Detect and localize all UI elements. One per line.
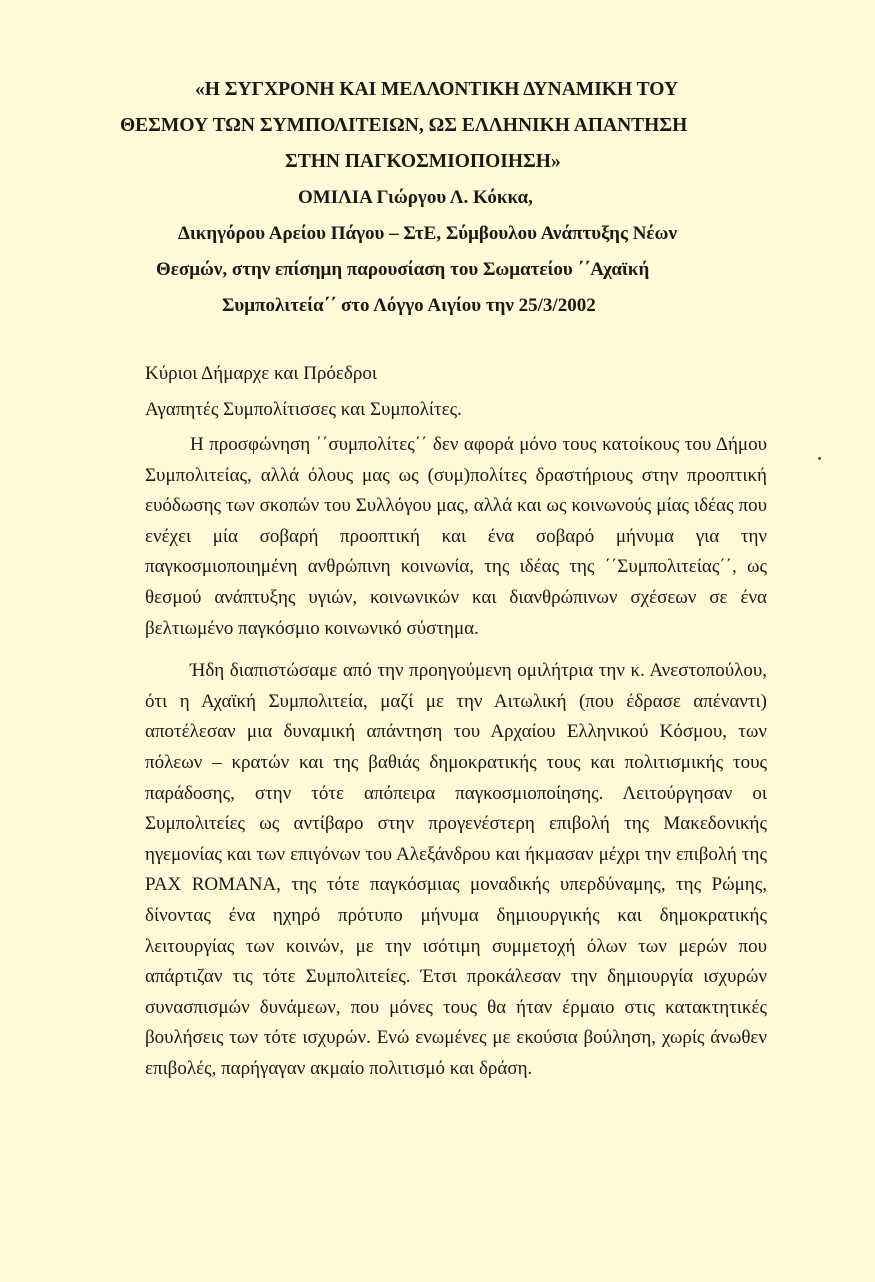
- title-line-1: «Η ΣΥΓΧΡΟΝΗ ΚΑΙ ΜΕΛΛΟΝΤΙΚΗ ΔΥΝΑΜΙΚΗ ΤΟΥ: [195, 79, 679, 100]
- speech-info: [150, 180, 750, 324]
- paragraph-2: Ήδη διαπιστώσαμε από την προηγούμενη ομιλήτρια την κ. Ανεστοπούλου, ότι η Αχαϊκή Συμπολιτεία, μαζί με την Αιτωλική (που έδρασε απέναντι) αποτέλεσαν μια δυναμική απάντηση του Αρχαίου Ελληνικού Κόσμου, των πόλεων – κρατών και της βαθιάς δημοκρατικής τους και πολιτισμικής τους παράδοσης, στην τότε απόπειρα παγκοσμιοποίησης. Λειτούργησαν οι Συμπολιτείες ως αντίβαρο στην προγενέστερη επιβολή της Μακεδονικής ηγεμονίας και των επιγόνων του Αλεξάνδρου και ήκμασαν μέχρι την επιβολή της PAX ROMANA, της τότε παγκόσμιας μοναδικής υπερδύναμης, της Ρώμης, δίνοντας ένα ηχηρό πρότυπο μήνυμα δημιουργικής και δημοκρατικής λειτουργίας των κοινών, με την ισότιμη συμμετοχή όλων των μερών που απάρτιζαν τις τότε Συμπολιτείες. Έτσι προκάλεσαν την δημιουργία ισχυρών συνασπισμών δυνάμεων, που μόνες τους θα ήταν έρμαιο στις κατακτητικές βουλήσεις των τότε ισχυρών. Ενώ ενωμένες με εκούσια βούληση, χωρίς άνωθεν επιβολές, παρήγαγαν ακμαίο πολιτισμό και δράση.: [145, 660, 767, 1079]
- speech-line-4: Συμπολιτεία΄΄ στο Λόγγο Αιγίου την 25/3/2002: [222, 295, 596, 316]
- salutation-line-2: Αγαπητές Συμπολίτισσες και Συμπολίτες.: [145, 399, 462, 420]
- paragraph-1: Η προσφώνηση ΄΄συμπολίτες΄΄ δεν αφορά μόνο τους κατοίκους του Δήμου Συμπολιτείας, αλλά όλους μας ως (συμ)πολίτες δραστήριους στην προοπτική ευόδωσης των σκοπών του Συλλόγου μας, αλλά και ως κοινωνούς μίας ιδέας που ενέχει μία σοβαρή προοπτική και ένα σοβαρό μήνυμα για την παγκοσμιοποιημένη ανθρώπινη κοινωνία, της ιδέας της ΄΄Συμπολιτείας΄΄, ως θεσμού ανάπτυξης υγιών, κοινωνικών και διανθρώπινων σχέσεων σε ένα βελτιωμένο παγκόσμιο κοινωνικό σύστημα.: [145, 434, 767, 639]
- title-line-3: ΣΤΗΝ ΠΑΓΚΟΣΜΙΟΠΟΙΗΣΗ»: [285, 151, 561, 172]
- title-line-2: ΘΕΣΜΟΥ ΤΩΝ ΣΥΜΠΟΛΙΤΕΙΩΝ, ΩΣ ΕΛΛΗΝΙΚΗ ΑΠΑΝΤΗΣΗ: [120, 115, 688, 136]
- speech-line-2: Δικηγόρου Αρείου Πάγου – ΣτΕ, Σύμβουλου Ανάπτυξης Νέων: [178, 223, 677, 244]
- scan-speck: [818, 457, 821, 460]
- document-title: [120, 72, 760, 180]
- speech-line-3: Θεσμών, στην επίσημη παρουσίαση του Σωματείου ΄΄Αχαϊκή: [156, 259, 650, 280]
- speech-line-1: ΟΜΙΛΙΑ Γιώργου Λ. Κόκκα,: [298, 187, 533, 208]
- salutation-line-1: Κύριοι Δήμαρχε και Πρόεδροι: [145, 363, 377, 384]
- document-body: [145, 356, 767, 1084]
